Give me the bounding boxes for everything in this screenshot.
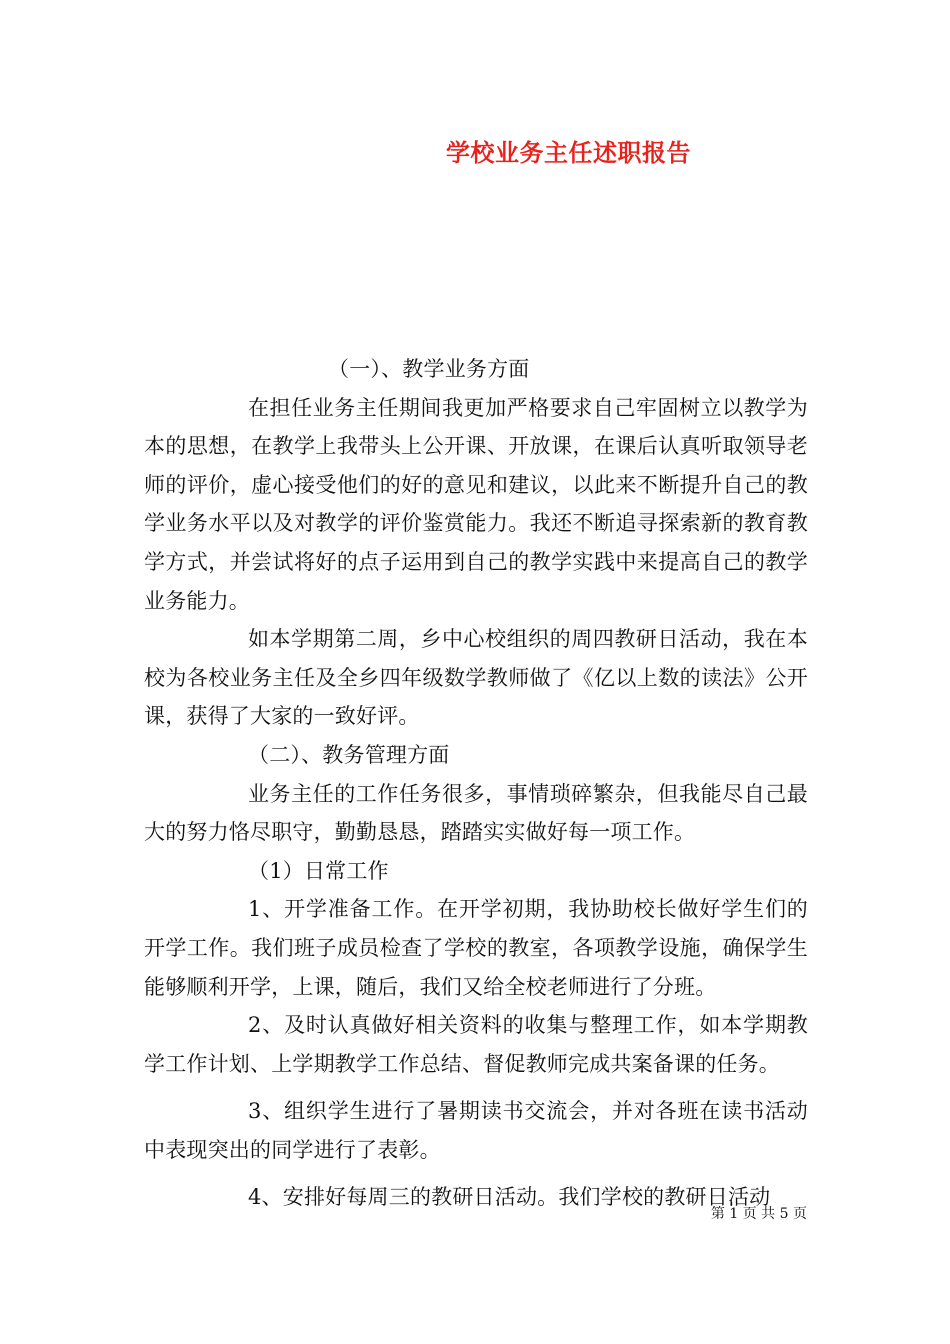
document-title: 学校业务主任述职报告 [446,138,691,167]
subsection-heading-daily-work: （1）日常工作 [248,858,389,883]
paragraph: 如本学期第二周，乡中心校组织的周四教研日活动，我在本校为各校业务主任及全乡四年级数学教师做了《亿以上数的读法》公开课，获得了大家的一致好评。 [144,627,808,729]
list-item: 2、及时认真做好相关资料的收集与整理工作，如本学期教学工作计划、上学期教学工作总结、督促教师完成共案备课的任务。 [144,1013,808,1076]
paragraph: 在担任业务主任期间我更加严格要求自己牢固树立以教学为本的思想，在教学上我带头上公开课、开放课，在课后认真听取领导老师的评价，虚心接受他们的好的意见和建议，以此来不断提升自己的教学业务水平以及对教学的评价鉴赏能力。我还不断追寻探索新的教育教学方式，并尝试将好的点子运用到自己的教学实践中来提高自己的教学业务能力。 [144,395,808,613]
section-heading-academic-affairs: （二）、教务管理方面 [248,742,450,767]
list-item: 1、开学准备工作。在开学初期，我协助校长做好学生们的开学工作。我们班子成员检查了学校的教室，各项教学设施，确保学生能够顺利开学，上课，随后，我们又给全校老师进行了分班。 [144,897,808,999]
list-item: 3、组织学生进行了暑期读书交流会，并对各班在读书活动中表现突出的同学进行了表彰。 [144,1099,808,1162]
document-body [144,350,808,1217]
paragraph: 业务主任的工作任务很多，事情琐碎繁杂，但我能尽自己最大的努力恪尽职守，勤勤恳恳，踏踏实实做好每一项工作。 [144,781,808,845]
section-heading-teaching: （一）、教学业务方面 [328,357,530,381]
page-number-footer: 第 1 页 共 5 页 [710,1206,807,1222]
list-item: 4、安排好每周三的教研日活动。我们学校的教研日活动 [248,1185,771,1210]
